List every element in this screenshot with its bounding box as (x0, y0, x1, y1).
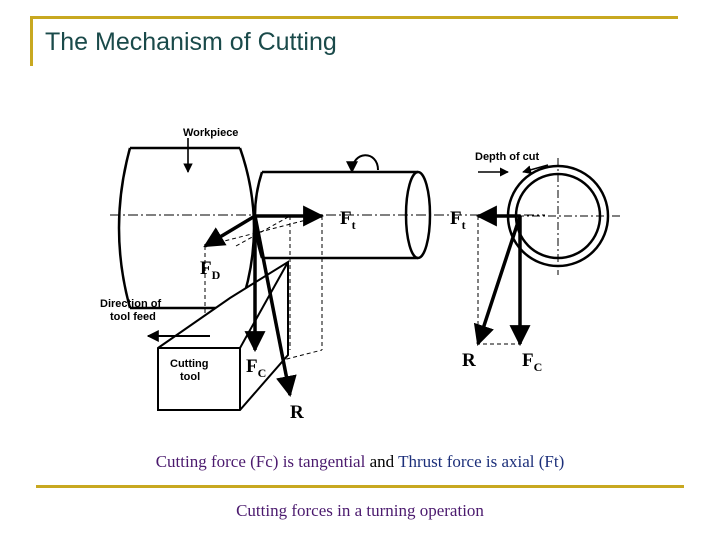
force-diagram-right (478, 216, 520, 344)
tool-label-line2: tool (180, 371, 201, 383)
tool-label-line1: Cutting (170, 358, 209, 370)
fc-label-main: $F_C$ (246, 356, 267, 380)
rotation-arrow (352, 155, 378, 172)
figure-caption: Cutting forces in a turning operation (236, 501, 484, 520)
r-label-right: R (462, 350, 476, 371)
fc-label-right: $F_C$ (522, 350, 543, 374)
caption-part-tangential: Cutting force (Fc) is tangential (155, 452, 366, 471)
direction-label-line1: Direction of (100, 298, 162, 310)
fd-label: $F_D$ (200, 258, 221, 282)
r-label-main: R (290, 402, 304, 423)
workpiece-label: Workpiece (183, 127, 239, 139)
caption-divider-bar (36, 485, 684, 488)
caption-part-axial: Thrust force is axial (Ft) (398, 452, 565, 471)
caption-part-and: and (365, 452, 399, 471)
depth-of-cut-label: Depth of cut (475, 151, 540, 163)
ft-label-right: $F_t$ (450, 208, 466, 232)
slide-title: The Mechanism of Cutting (45, 28, 337, 56)
direction-label-line2: tool feed (110, 311, 156, 323)
force-description-caption (0, 452, 720, 472)
ft-label-main: $F_t$ (340, 208, 356, 232)
